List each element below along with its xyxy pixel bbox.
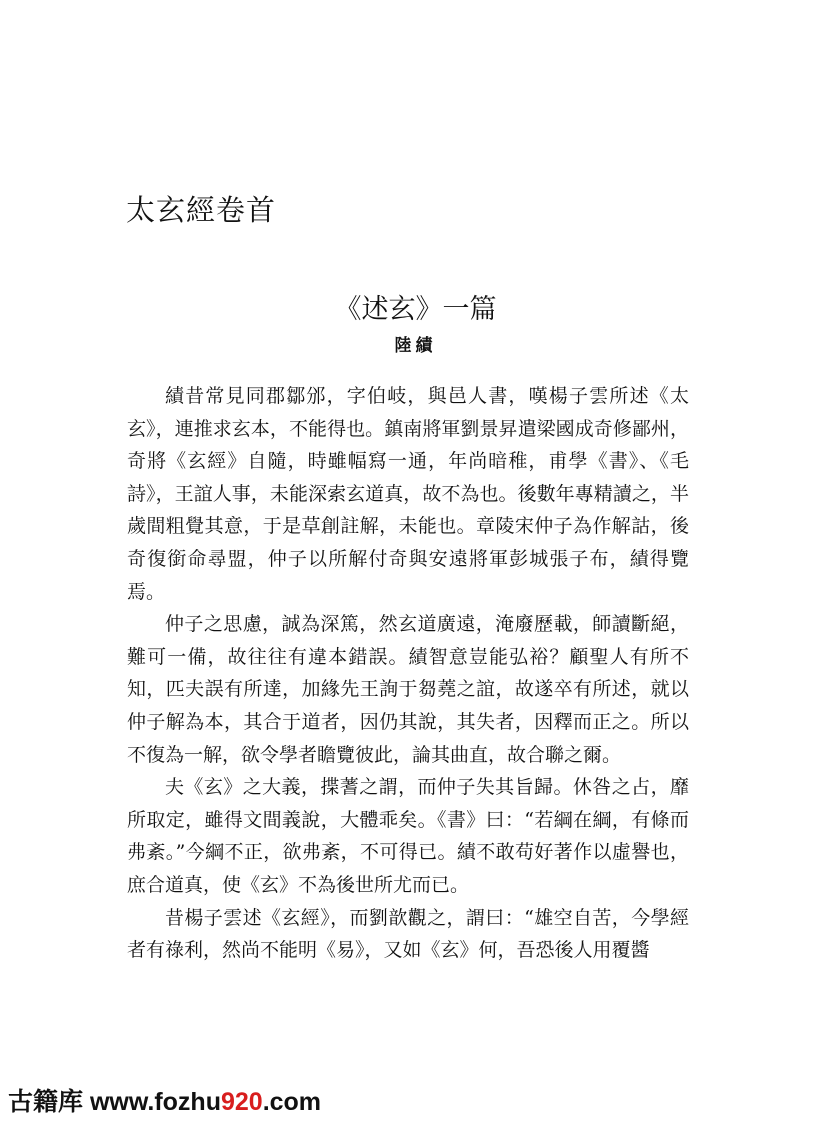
section-title: 太玄經卷首 <box>126 193 277 227</box>
watermark-url-suffix: .com <box>262 1088 322 1116</box>
body-text <box>127 380 689 967</box>
author-name: 陸績 <box>394 336 437 356</box>
watermark-site-name: 古籍库 <box>8 1088 84 1116</box>
watermark-url-prefix: www.fozhu <box>89 1088 221 1116</box>
paragraph-4: 昔楊子雲述《玄經》，而劉歆觀之，謂曰：“雄空自苦，今學經者有祿利，然尚不能明《易》，又如《玄》何，吾恐後人用覆醬 <box>127 906 689 962</box>
paragraph-2: 仲子之思慮，誠為深篤，然玄道廣遠，淹廢歷載，師讀斷絕，難可一備，故往往有違本錯誤。績智意豈能弘裕？顧聖人有所不知，匹夫誤有所達，加緣先王詢于芻蕘之誼，故遂卒有所述，就以仲子解為本，其合于道者，因仍其說，其失者，因釋而正之。所以不復為一解，欲令學者瞻覽彼此，論其曲直，故合聯之爾。 <box>127 613 689 766</box>
paragraph-3: 夫《玄》之大義，揲蓍之謂，而仲子失其旨歸。休咎之占，靡所取定，雖得文間義說，大體乖矣。《書》曰：“若綱在綱，有條而弗紊。”今綱不正，欲弗紊，不可得已。績不敢苟好著作以虛譽也，庶合道真，使《玄》不為後世所尤而已。 <box>127 776 689 896</box>
watermark-url-number: 920 <box>220 1088 263 1116</box>
site-watermark[interactable] <box>8 1082 321 1118</box>
article-title: 《述玄》一篇 <box>334 294 497 325</box>
paragraph-1: 績昔常見同郡鄒邠，字伯岐，與邑人書，嘆楊子雲所述《太玄》，連推求玄本，不能得也。鎮南將軍劉景昇遣梁國成奇修鄙州，奇將《玄經》自隨，時雖幅寫一通，年尚暗稚，甫學《書》、《毛詩》，王誼人事，未能深索玄道真，故不為也。後數年專精讀之，半歲間粗覺其意，于是草創註解，未能也。章陵宋仲子為作解詁，後奇復銜命尋盟，仲子以所解付奇與安遠將軍彭城張子布，績得覽焉。 <box>127 385 689 603</box>
